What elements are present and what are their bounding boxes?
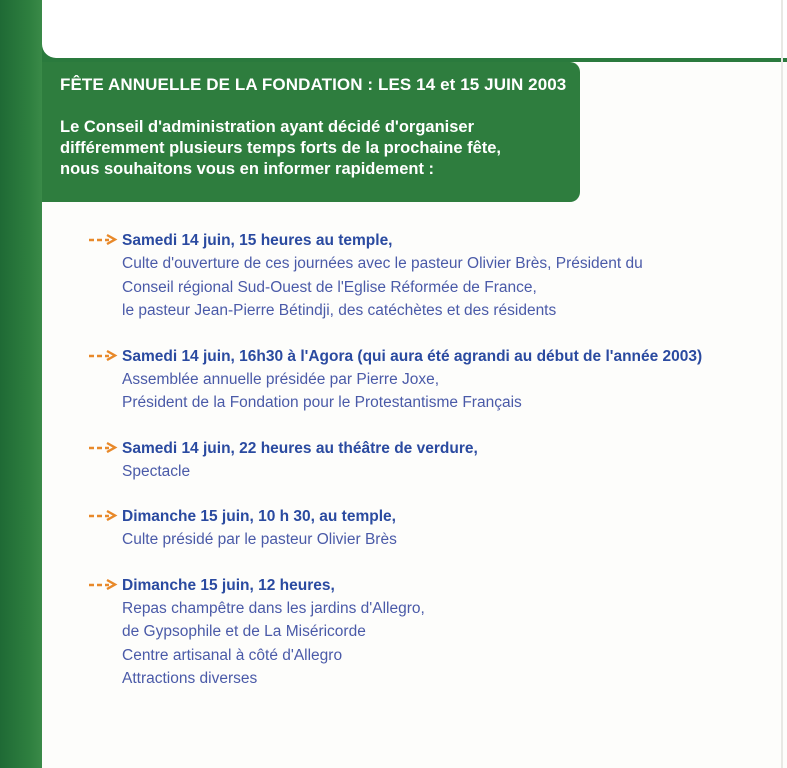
event-detail: le pasteur Jean-Pierre Bétindji, des catéchètes et des résidents [122, 302, 557, 319]
event-title: Dimanche 15 juin, 10 h 30, au temple, [122, 508, 396, 525]
event-detail: Assemblée annuelle présidée par Pierre Joxe, [122, 370, 440, 388]
arrow-icon [88, 233, 118, 245]
event-detail: Culte d'ouverture de ces journées avec le pasteur Olivier Brès, Président du [122, 255, 643, 272]
event-item [88, 346, 768, 415]
event-item [88, 230, 768, 323]
arrow-icon [88, 578, 118, 590]
top-green-band [0, 0, 787, 62]
event-item [88, 506, 768, 552]
intro-line: Le Conseil d'administration ayant décidé d'organiser [60, 118, 475, 136]
event-item [88, 575, 768, 691]
left-green-bar [0, 0, 42, 768]
top-white-area [42, 0, 787, 58]
page-title: FÊTE ANNUELLE DE LA FONDATION : LES 14 et 15 JUIN 2003 [60, 75, 567, 94]
event-detail: Conseil régional Sud-Ouest de l'Eglise Réformée de France, [122, 278, 537, 296]
arrow-icon [88, 509, 118, 521]
event-detail: Repas champêtre dans les jardins d'Allegro, [122, 599, 425, 617]
event-item [88, 438, 768, 484]
event-title: Samedi 14 juin, 22 heures au théâtre de verdure, [122, 439, 478, 457]
event-title: Samedi 14 juin, 15 heures au temple, [122, 232, 393, 249]
page-gutter [781, 0, 783, 768]
arrow-icon [88, 441, 118, 453]
event-detail: Attractions diverses [122, 670, 258, 687]
intro-line: différemment plusieurs temps forts de la prochaine fête, [60, 139, 502, 157]
intro-line: nous souhaitons vous en informer rapidement : [60, 160, 435, 178]
event-list [88, 230, 768, 691]
event-title: Dimanche 15 juin, 12 heures, [122, 576, 335, 594]
intro-paragraph [60, 117, 568, 180]
event-detail: Président de la Fondation pour le Protestantisme Français [122, 394, 522, 411]
event-detail: de Gypsophile et de La Miséricorde [122, 623, 366, 640]
header-box [42, 62, 580, 202]
event-detail: Centre artisanal à côté d'Allegro [122, 646, 343, 664]
event-detail: Spectacle [122, 462, 191, 480]
arrow-icon [88, 349, 118, 361]
event-title: Samedi 14 juin, 16h30 à l'Agora (qui aura été agrandi au début de l'année 2003) [122, 347, 703, 365]
event-detail: Culte présidé par le pasteur Olivier Brès [122, 531, 397, 548]
